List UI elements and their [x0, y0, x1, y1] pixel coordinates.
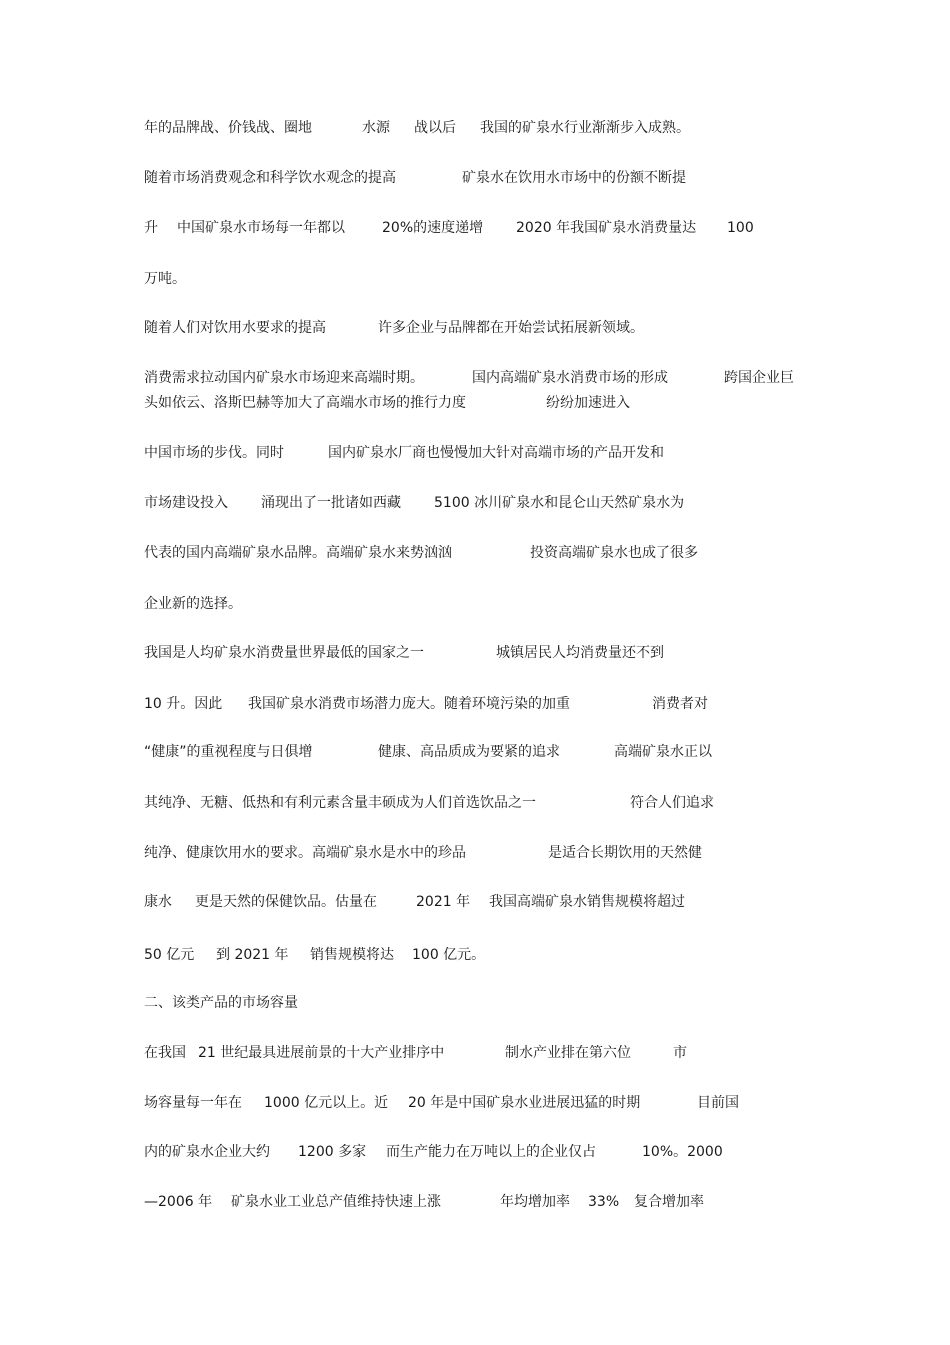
- text-segment: 我国是人均矿泉水消费量世界最低的国家之一: [144, 645, 424, 661]
- text-segment: 企业新的选择。: [144, 596, 242, 612]
- text-segment: 年均增加率: [500, 1194, 570, 1210]
- text-segment: 我国的矿泉水行业渐渐步入成熟。: [480, 120, 690, 136]
- text-segment: 制水产业排在第六位: [505, 1045, 631, 1061]
- text-segment: 50 亿元: [144, 947, 195, 963]
- text-segment: 万吨。: [144, 271, 186, 287]
- text-segment: 复合增加率: [634, 1194, 704, 1210]
- text-segment: 符合人们追求: [630, 795, 714, 811]
- text-segment: 21 世纪最具进展前景的十大产业排序中: [198, 1045, 445, 1061]
- text-segment: 健康、高品质成为要紧的追求: [378, 744, 560, 760]
- text-segment: 2021 年: [416, 894, 471, 910]
- text-segment: 10%。2000: [642, 1144, 723, 1160]
- text-segment: 33%: [588, 1194, 620, 1210]
- text-segment: 城镇居民人均消费量还不到: [496, 645, 664, 661]
- text-segment: 目前国: [697, 1095, 739, 1111]
- text-segment: 消费者对: [652, 696, 708, 712]
- text-segment: 内的矿泉水企业大约: [144, 1144, 270, 1160]
- text-segment: 水源: [362, 120, 390, 136]
- text-segment: 场容量每一年在: [144, 1095, 242, 1111]
- text-segment: 100 亿元。: [412, 947, 486, 963]
- text-segment: 二、该类产品的市场容量: [144, 995, 298, 1011]
- text-segment: 我国高端矿泉水销售规模将超过: [489, 894, 685, 910]
- text-segment: 头如依云、洛斯巴赫等加大了高端水市场的推行力度: [144, 395, 466, 411]
- text-segment: —2006 年: [144, 1194, 213, 1210]
- text-segment: 随着人们对饮用水要求的提高: [144, 320, 326, 336]
- text-segment: 纯净、健康饮用水的要求。高端矿泉水是水中的珍品: [144, 845, 466, 861]
- text-segment: 战以后: [414, 120, 456, 136]
- text-segment: 康水: [144, 894, 172, 910]
- text-segment: 20 年是中国矿泉水业进展迅猛的时期: [408, 1095, 641, 1111]
- text-segment: 消费需求拉动国内矿泉水市场迎来高端时期。: [144, 370, 424, 386]
- text-segment: 其纯净、无糖、低热和有利元素含量丰硕成为人们首选饮品之一: [144, 795, 536, 811]
- text-segment: 纷纷加速进入: [546, 395, 630, 411]
- text-segment: 年的品牌战、价钱战、圈地: [144, 120, 312, 136]
- text-segment: 2020 年我国矿泉水消费量达: [516, 220, 697, 236]
- text-segment: 中国市场的步伐。同时: [144, 445, 284, 461]
- text-segment: “健康”的重视程度与日俱增: [144, 744, 313, 760]
- text-segment: 升: [144, 220, 158, 236]
- text-segment: 市: [673, 1045, 687, 1061]
- text-segment: 代表的国内高端矿泉水品牌。高端矿泉水来势汹汹: [144, 545, 452, 561]
- text-segment: 投资高端矿泉水也成了很多: [530, 545, 698, 561]
- text-segment: 国内矿泉水厂商也慢慢加大针对高端市场的产品开发和: [328, 445, 664, 461]
- text-segment: 许多企业与品牌都在开始尝试拓展新领域。: [378, 320, 644, 336]
- text-segment: 更是天然的保健饮品。估量在: [195, 894, 377, 910]
- text-segment: 在我国: [144, 1045, 186, 1061]
- text-segment: 100: [727, 220, 754, 236]
- text-segment: 跨国企业巨: [724, 370, 794, 386]
- text-segment: 矿泉水在饮用水市场中的份额不断提: [462, 170, 686, 186]
- text-segment: 1000 亿元以上。近: [264, 1095, 389, 1111]
- text-segment: 我国矿泉水消费市场潜力庞大。随着环境污染的加重: [248, 696, 570, 712]
- text-segment: 而生产能力在万吨以上的企业仅占: [386, 1144, 596, 1160]
- text-segment: 市场建设投入: [144, 495, 228, 511]
- text-segment: 涌现出了一批诸如西藏: [261, 495, 401, 511]
- text-segment: 10 升。因此: [144, 696, 223, 712]
- text-segment: 销售规模将达: [310, 947, 394, 963]
- text-segment: 20%的速度递增: [382, 220, 484, 236]
- text-segment: 5100 冰川矿泉水和昆仑山天然矿泉水为: [434, 495, 685, 511]
- text-segment: 国内高端矿泉水消费市场的形成: [472, 370, 668, 386]
- text-segment: 随着市场消费观念和科学饮水观念的提高: [144, 170, 396, 186]
- text-segment: 矿泉水业工业总产值维持快速上涨: [231, 1194, 441, 1210]
- text-segment: 高端矿泉水正以: [614, 744, 712, 760]
- text-segment: 到 2021 年: [216, 947, 289, 963]
- text-segment: 1200 多家: [298, 1144, 367, 1160]
- text-segment: 中国矿泉水市场每一年都以: [177, 220, 345, 236]
- text-segment: 是适合长期饮用的天然健: [548, 845, 702, 861]
